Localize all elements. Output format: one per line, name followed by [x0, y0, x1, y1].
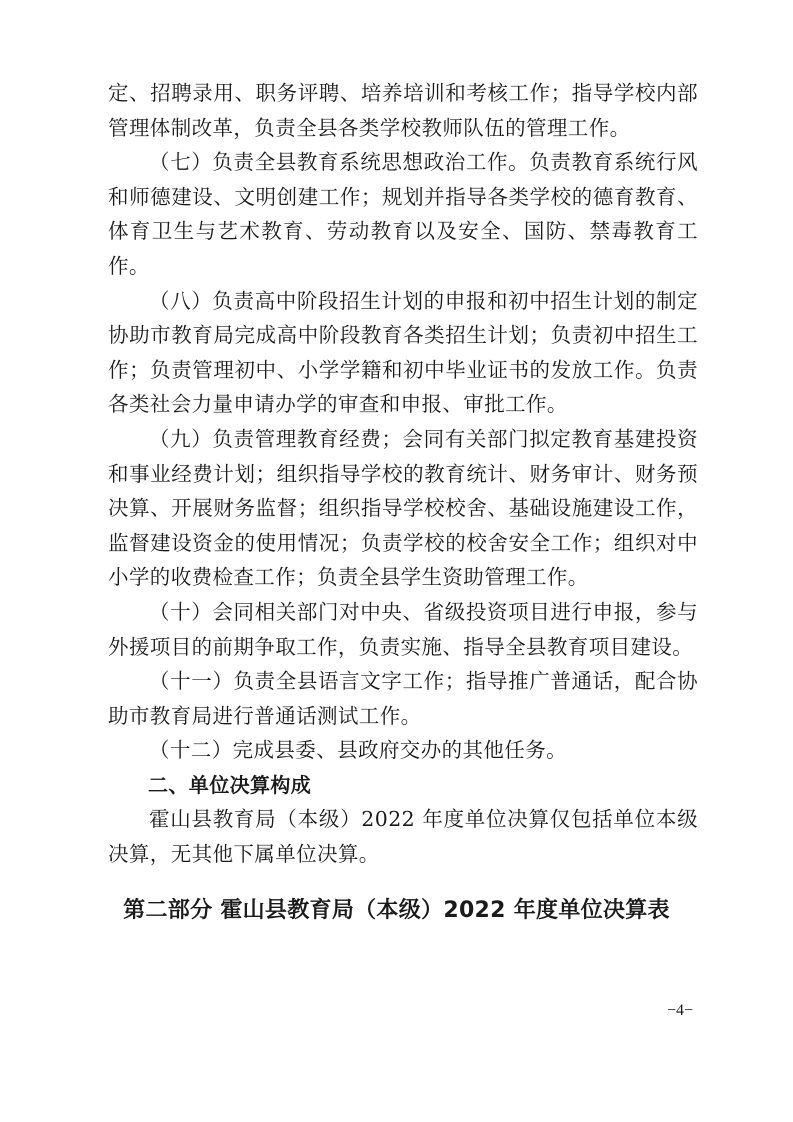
page-number: −4−	[666, 1002, 693, 1019]
paragraph-item-12: （十二）完成县委、县政府交办的其他任务。	[149, 738, 567, 763]
section-heading: 二、单位决算构成	[148, 772, 312, 797]
part-title: 第二部分 霍山县教育局（本级）2022 年度单位决算表	[123, 898, 670, 923]
section-paragraph: 霍山县教育局（本级）2022 年度单位决算仅包括单位本级决算，无其他下属单位决算。	[108, 807, 698, 867]
paragraph-item-8: （八）负责高中阶段招生计划的申报和初中招生计划的制定协助市教育局完成高中阶段教育各类招生计划；负责初中招生工作；负责管理初中、小学学籍和初中毕业证书的发放工作。负责各类社会力量申请办学的审查和申报、审批工作。	[108, 288, 698, 417]
paragraph-item-10: （十）会同相关部门对中央、省级投资项目进行申报，参与外援项目的前期争取工作，负责实施、指导全县教育项目建设。	[108, 599, 698, 659]
body-text	[108, 76, 698, 872]
paragraph-item-7: （七）负责全县教育系统思想政治工作。负责教育系统行风和师德建设、文明创建工作；规划并指导各类学校的德育教育、体育卫生与艺术教育、劳动教育以及安全、国防、禁毒教育工作。	[108, 150, 698, 278]
paragraph-item-11: （十一）负责全县语言文字工作；指导推广普通话，配合协助市教育局进行普通话测试工作。	[108, 669, 698, 728]
paragraph-continuation: 定、招聘录用、职务评聘、培养培训和考核工作；指导学校内部管理体制改革，负责全县各类学校教师队伍的管理工作。	[108, 81, 698, 140]
paragraph-item-9: （九）负责管理教育经费；会同有关部门拟定教育基建投资和事业经费计划；组织指导学校的教育统计、财务审计、财务预决算、开展财务监督；组织指导学校校舍、基础设施建设工作，监督建设资金的使用情况；负责学校的校舍安全工作；组织对中小学的收费检查工作；负责全县学生资助管理工作。	[108, 426, 698, 590]
